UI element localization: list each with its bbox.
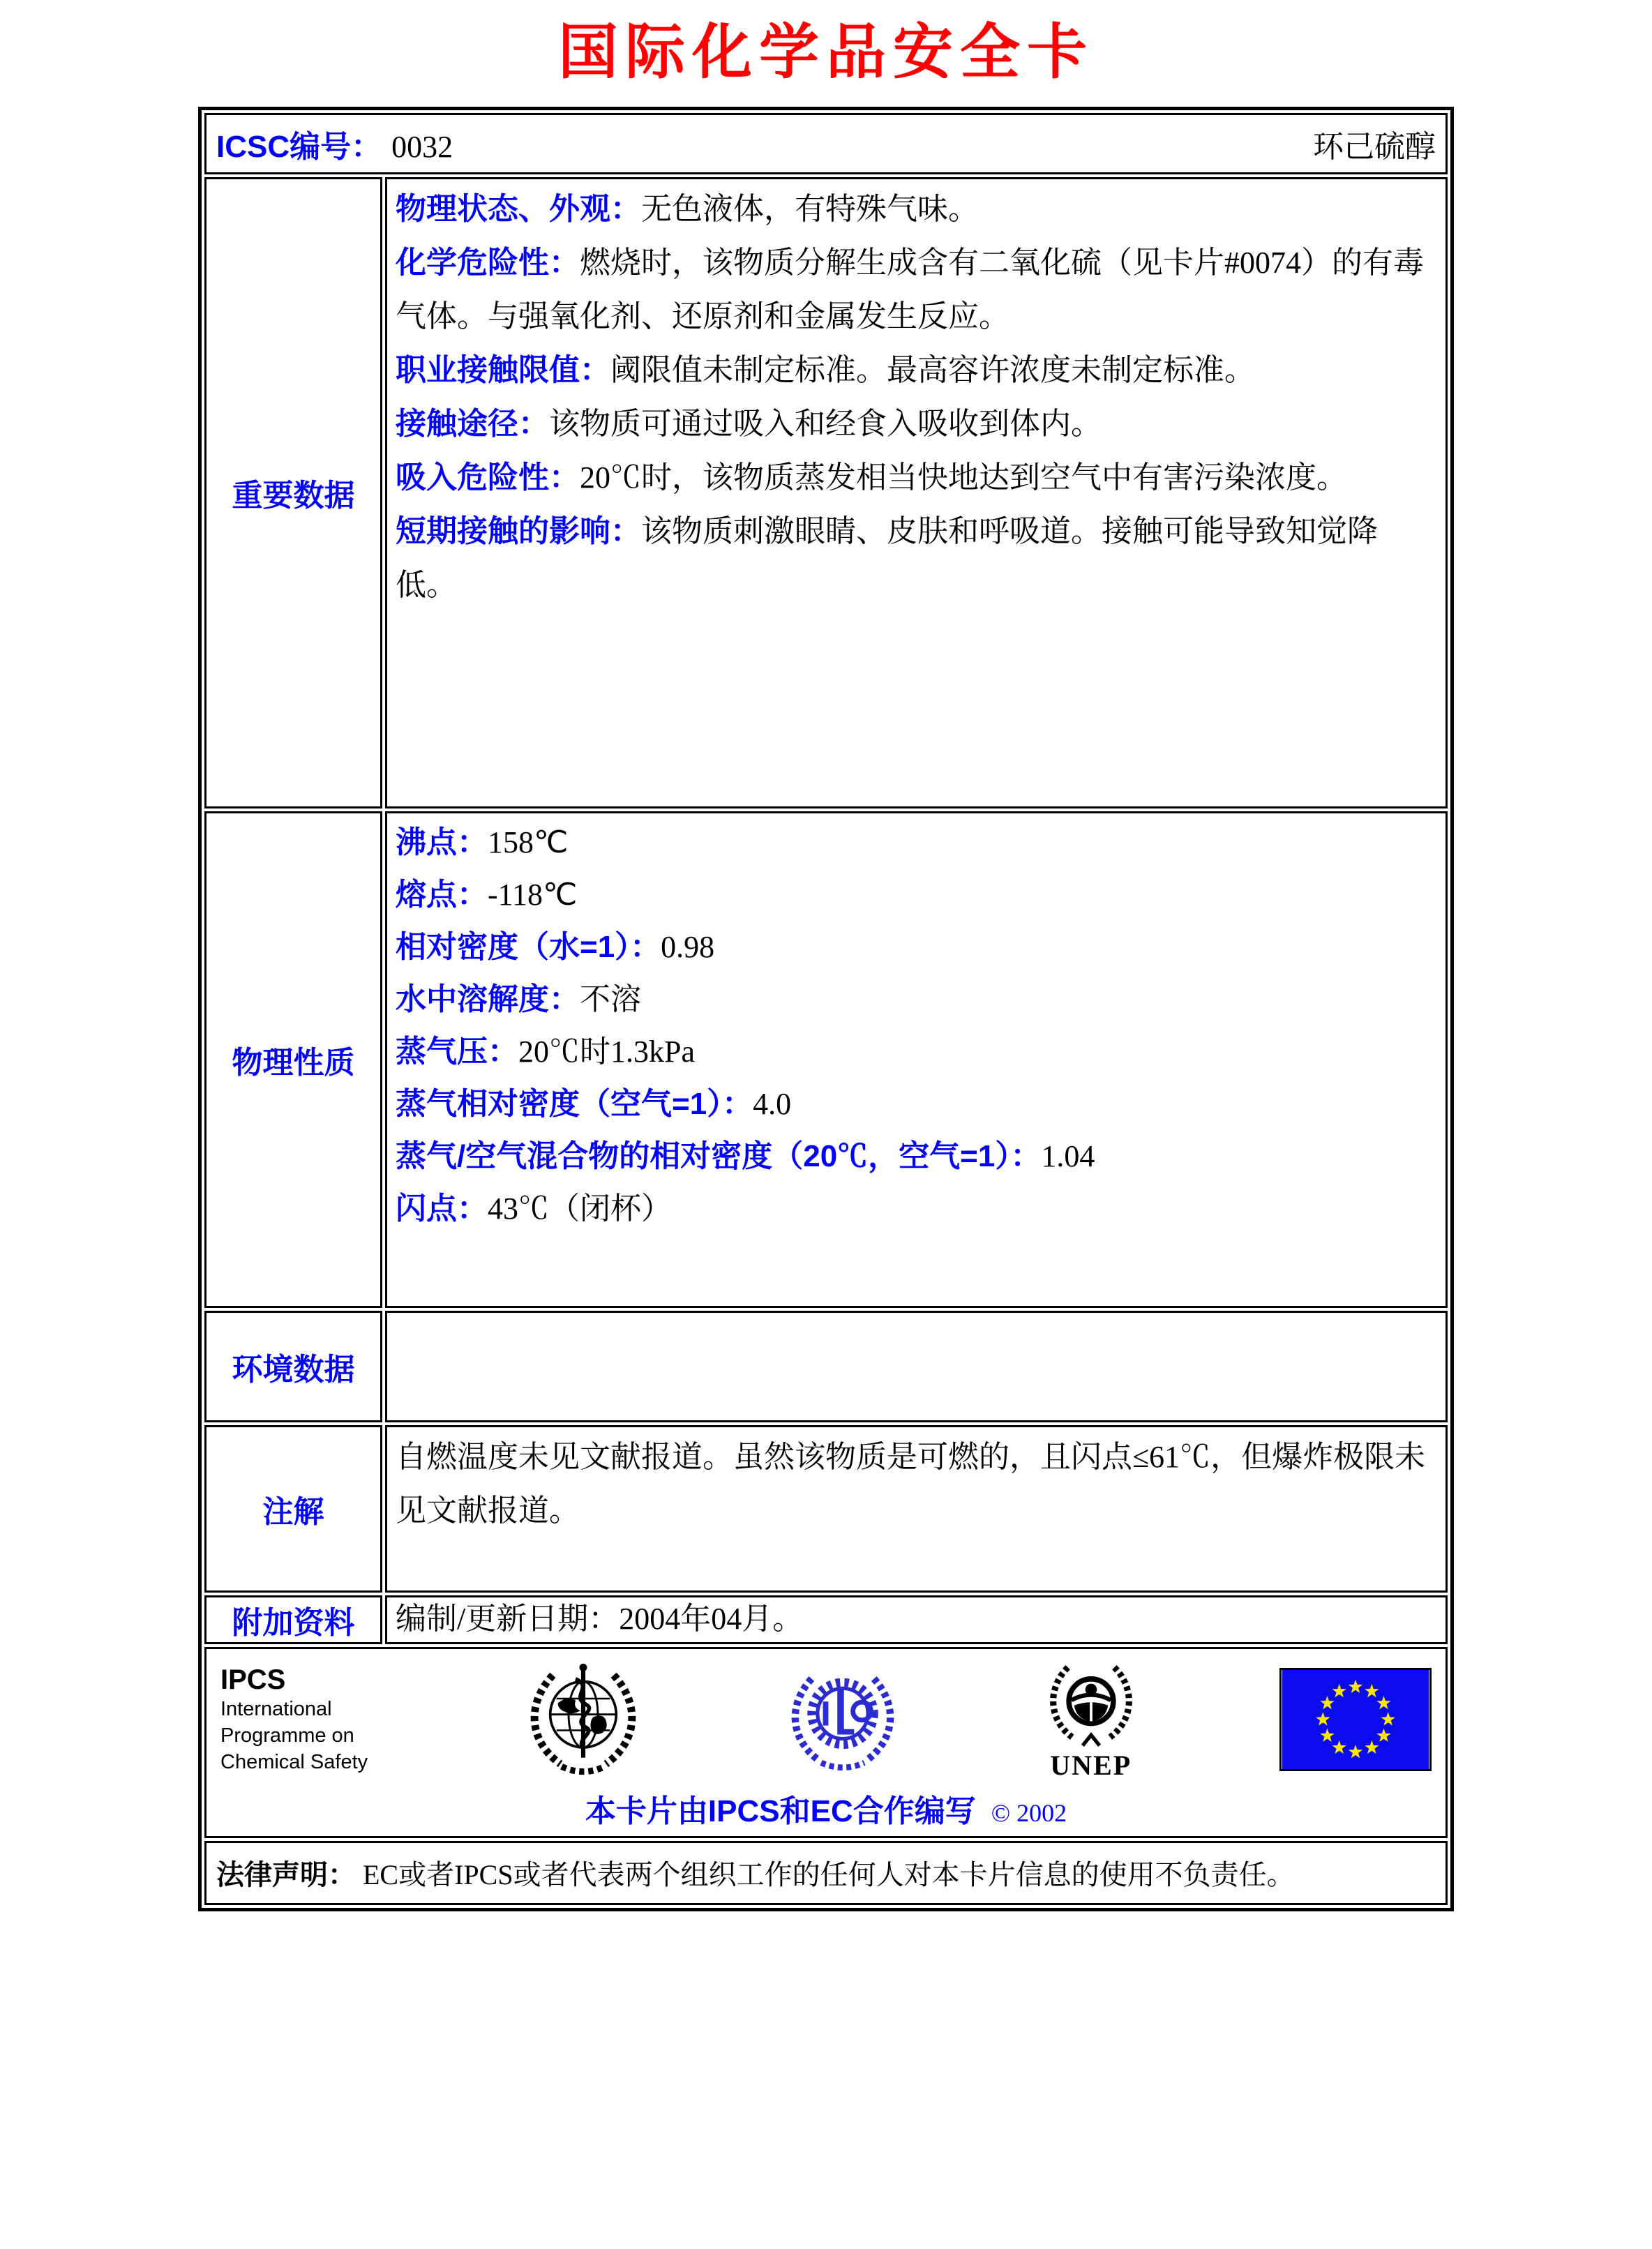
entry-short-term-effects: 短期接触的影响：该物质刺激眼睛、皮肤和呼吸道。接触可能导致知觉降低。: [396, 513, 1378, 602]
icsc-card-table: [198, 107, 1454, 1911]
environmental-data-row: [204, 1311, 1448, 1422]
entry-vapor-air-mixture-density: 蒸气/空气混合物的相对密度（20℃，空气=1）：1.04: [396, 1138, 1095, 1173]
entry-exposure-route: 接触途径：该物质可通过吸入和经食入吸收到体内。: [396, 406, 1102, 441]
section-label-important-data: 重要数据: [204, 177, 382, 808]
ipcs-text-block: IPCS International Programme on Chemical Safety: [220, 1664, 384, 1775]
entry-chemical-danger: 化学危险性：燃烧时，该物质分解生成含有二氧化硫（见卡片#0074）的有毒气体。与强氧化剂、还原剂和金属发生反应。: [396, 245, 1424, 333]
icsc-number-group: [216, 121, 453, 166]
copyright-text: © 2002: [991, 1798, 1067, 1827]
entry-relative-density: 相对密度（水=1）：0.98: [396, 929, 715, 964]
entry-vapor-pressure: 蒸气压：20℃时1.3kPa: [396, 1034, 695, 1069]
section-label-additional-info: 附加资料: [204, 1595, 382, 1644]
cooperation-caption: 本卡片由IPCS和EC合作编写 © 2002: [585, 1793, 1067, 1828]
additional-info-content: [385, 1595, 1448, 1644]
physical-properties-content: [385, 811, 1448, 1308]
notes-text: 自燃温度未见文献报道。虽然该物质是可燃的，且闪点≤61℃，但爆炸极限未见文献报道。: [396, 1439, 1426, 1528]
legal-label: 法律声明：: [216, 1860, 356, 1891]
chemical-name: 环己硫醇: [1313, 129, 1436, 164]
eu-flag-icon: [1279, 1668, 1432, 1771]
section-label-notes: 注解: [204, 1425, 382, 1593]
section-label-physical-properties: 物理性质: [204, 811, 382, 1308]
entry-boiling-point: 沸点：158℃: [396, 825, 569, 859]
logos-cell: [204, 1647, 1448, 1838]
additional-info-text: 编制/更新日期：2004年04月。: [396, 1602, 804, 1637]
unep-logo-block: [1038, 1657, 1144, 1782]
environmental-data-content: [385, 1311, 1448, 1422]
notes-row: [204, 1425, 1448, 1593]
entry-melting-point: 熔点：-118℃: [396, 877, 578, 912]
additional-info-row: [204, 1595, 1448, 1644]
entry-flash-point: 闪点：43℃（闭杯）: [396, 1191, 672, 1226]
ilo-logo-icon: [783, 1660, 903, 1780]
entry-occupational-limit: 职业接触限值：阈限值未制定标准。最高容许浓度未制定标准。: [396, 352, 1255, 387]
legal-cell: [204, 1841, 1448, 1905]
ipcs-name: IPCS: [220, 1664, 286, 1695]
who-logo-icon: [520, 1656, 647, 1783]
logos-row: [204, 1647, 1448, 1838]
legal-text: EC或者IPCS或者代表两个组织工作的任何人对本卡片信息的使用不负责任。: [363, 1859, 1295, 1891]
entry-physical-state: 物理状态、外观：无色液体，有特殊气味。: [396, 191, 979, 226]
unep-logo-text: UNEP: [1050, 1750, 1132, 1782]
notes-content: [385, 1425, 1448, 1593]
icsc-number-label: ICSC编号：: [216, 129, 382, 164]
unep-logo-icon: [1038, 1657, 1144, 1753]
header-row: [204, 113, 1448, 174]
section-label-environmental-data: 环境数据: [204, 1311, 382, 1422]
page-title: 国际化学品安全卡: [558, 19, 1094, 86]
entry-inhalation-risk: 吸入危险性：20℃时，该物质蒸发相当快地达到空气中有害污染浓度。: [396, 460, 1347, 495]
entry-vapor-relative-density: 蒸气相对密度（空气=1）：4.0: [396, 1086, 792, 1121]
important-data-row: [204, 177, 1448, 808]
legal-row: [204, 1841, 1448, 1905]
entry-water-solubility: 水中溶解度：不溶: [396, 981, 641, 1016]
important-data-content: [385, 177, 1448, 808]
header-cell: [204, 113, 1448, 174]
icsc-number-value: 0032: [391, 129, 453, 164]
physical-properties-row: [204, 811, 1448, 1308]
